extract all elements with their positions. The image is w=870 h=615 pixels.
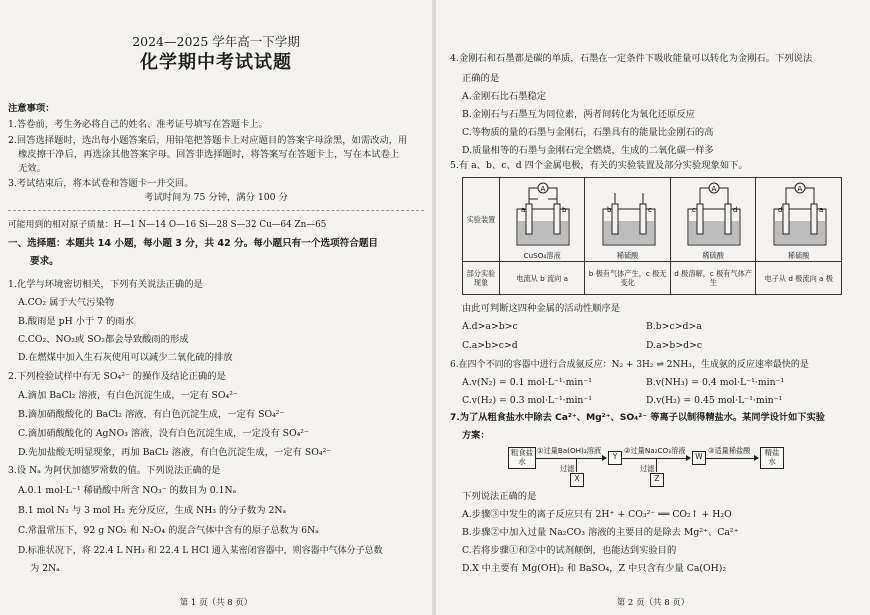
flow-step3-label: ③适量稀盐酸 (708, 446, 751, 455)
phenomena-cell: 电子从 d 极流向 a 极 (756, 262, 842, 295)
device-cell-1 (499, 178, 585, 262)
q2-option-c: C.滴加硝酸酸化的 AgNO₃ 溶液，没有白色沉淀生成，一定没有 SO₄²⁻ (18, 428, 309, 439)
flow-start-box: 粗食盐水 (508, 447, 536, 469)
q2-option-d: D.先加盐酸无明显现象，再加 BaCl₂ 溶液，有白色沉淀生成，一定有 SO₄²⁻ (18, 447, 332, 458)
q4-option-a: A.金刚石比石墨稳定 (462, 91, 547, 102)
q3-option-b: B.1 mol N₂ 与 3 mol H₂ 充分反应，生成 NH₃ 的分子数为 2Nₐ (18, 505, 287, 516)
svg-text:a: a (818, 206, 824, 214)
flow-arrow (706, 458, 758, 459)
q4-stem: 4.金刚石和石墨都是碳的单质，石墨在一定条件下吸收能量可以转化为金刚石。下列说法 (450, 53, 813, 64)
exam-time: 考试时间为 75 分钟，满分 100 分 (144, 192, 288, 203)
q7-option-d: D.X 中主要有 Mg(OH)₂ 和 BaSO₄，Z 中只含有少量 Ca(OH)₂ (462, 563, 727, 574)
q7-option-c: C.若将步骤①和②中的试剂颠倒，也能达到实验目的 (462, 545, 677, 556)
section-title-cont: 要求。 (30, 256, 59, 267)
beaker-diagram-2 (589, 179, 667, 259)
svg-text:d: d (777, 206, 783, 214)
flow-z-box: Z (650, 473, 664, 487)
divider (8, 210, 424, 211)
q5-option-a: A.d>a>b>c (462, 321, 518, 332)
q5-option-c: C.a>b>c>d (462, 340, 518, 351)
phenomena-row-label: 部分实验现象 (463, 262, 500, 295)
beaker-diagram-1 (503, 179, 581, 259)
flow-x-box: X (570, 473, 584, 487)
svg-text:a: a (521, 206, 526, 214)
exam-page-2 (436, 0, 870, 615)
solution-label: CuSO₄溶液 (523, 251, 561, 260)
solution-label: 稀硫酸 (616, 251, 639, 260)
q4-option-d: D.质量相等的石墨与金刚石完全燃烧，生成的二氧化碳一样多 (462, 145, 714, 156)
notice-line: 橡皮擦干净后，再选涂其他答案字母。回答非选择题时，将答案写在答题卡上，写在本试卷上 (18, 149, 400, 160)
q4-stem-cont: 正确的是 (462, 73, 500, 84)
beaker-diagram-3 (674, 179, 752, 259)
q6-option-c: C.v(H₂) = 0.3 mol·L⁻¹·min⁻¹ (462, 395, 593, 406)
svg-text:A: A (797, 185, 803, 193)
flow-end-box: 精盐水 (760, 447, 784, 469)
svg-text:b: b (606, 206, 612, 214)
flow-filter-line (576, 458, 577, 472)
q2-option-b: B.滴加硝酸酸化的 BaCl₂ 溶液，有白色沉淀生成，一定有 SO₄²⁻ (18, 409, 285, 420)
flow-w-box: W (692, 451, 706, 465)
flow-filter-label: 过滤 (640, 464, 655, 473)
q2-option-a: A.滴加 BaCl₂ 溶液，有白色沉淀生成，一定有 SO₄²⁻ (18, 390, 238, 401)
flow-arrow (536, 458, 606, 459)
flow-filter-label: 过滤 (560, 464, 575, 473)
q3-stem: 3.设 Nₐ 为阿伏加德罗常数的值。下列说法正确的是 (8, 465, 221, 476)
notice-line: 1.答卷前，考生务必将自己的姓名、准考证号填写在答题卡上。 (8, 119, 268, 130)
device-row-label: 实验装置 (463, 178, 500, 262)
q7-question: 下列说法正确的是 (462, 491, 537, 502)
q6-option-a: A.v(N₂) = 0.1 mol·L⁻¹·min⁻¹ (462, 377, 592, 388)
q1-stem: 1.化学与环境密切相关，下列有关说法正确的是 (8, 279, 203, 290)
q3-option-d: D.标准状况下，将 22.4 L NH₃ 和 22.4 L HCl 通入某密闭容器中，则容器中气体分子总数 (18, 546, 383, 556)
q7-option-a: A.步骤③中发生的离子反应只有 2H⁺ + CO₃²⁻ ══ CO₂↑ + H₂O (462, 509, 732, 520)
q6-stem: 6.在四个不同的容器中进行合成氨反应：N₂ + 3H₂ ⇌ 2NH₃，生成氨的反应速率最快的是 (450, 360, 809, 370)
svg-text:A: A (540, 185, 546, 193)
q3-option-c: C.常温常压下，92 g NO₂ 和 N₂O₄ 的混合气体中含有的原子总数为 6Nₐ (18, 525, 319, 536)
device-cell-4 (756, 178, 842, 262)
atomic-mass-line: 可能用到的相对原子质量：H—1 N—14 O—16 Si—28 S—32 Cu—64 Zn—65 (8, 220, 327, 230)
beaker-diagram-4 (760, 179, 838, 259)
q4-option-b: B.金刚石与石墨互为同位素，两者间转化为氧化还原反应 (462, 109, 695, 120)
q1-option-c: C.CO₂、NO₂或 SO₂都会导致酸雨的形成 (18, 334, 189, 345)
phenomena-cell: 电流从 b 流向 a (499, 262, 585, 295)
svg-text:b: b (562, 206, 567, 214)
q6-option-d: D.v(H₂) = 0.45 mol·L⁻¹·min⁻¹ (646, 395, 783, 406)
phenomena-cell: d 极溶解，c 极有气体产生 (670, 262, 756, 295)
page-footer: 第 2 页（共 8 页） (616, 598, 690, 608)
q5-stem: 5.有 a、b、c、d 四个金属电极，有关的实验装置及部分实验现象如下。 (450, 160, 748, 171)
flow-step2-label: ②过量Na₂CO₃溶液 (624, 446, 686, 455)
q4-option-c: C.等物质的量的石墨与金刚石，石墨具有的能量比金刚石的高 (462, 127, 714, 138)
svg-text:d: d (733, 206, 738, 214)
notice-line: 无效。 (18, 163, 46, 174)
solution-label: 稀硫酸 (787, 251, 810, 260)
q3-option-a: A.0.1 mol·L⁻¹ 稀硝酸中所含 NO₃⁻ 的数目为 0.1Nₐ (18, 485, 237, 496)
q7-stem: 7.为了从粗食盐水中除去 Ca²⁺、Mg²⁺、SO₄²⁻ 等离子以制得精盐水。某同学设计如下实验 (450, 412, 825, 423)
flow-filter-line (656, 458, 657, 472)
section-title: 一、选择题：本题共 14 小题，每小题 3 分，共 42 分。每小题只有一个选项符合题目 (8, 238, 379, 249)
device-cell-3 (670, 178, 756, 262)
q1-option-d: D.在燃煤中加入生石灰使用可以减少二氧化硫的排放 (18, 352, 233, 363)
flow-y-box: Y (608, 451, 622, 465)
page-footer: 第 1 页（共 8 页） (179, 598, 253, 608)
q3-option-d-cont: 为 2Nₐ (30, 563, 60, 574)
q5-option-b: B.b>c>d>a (646, 321, 702, 332)
year-line: 2024—2025 学年高一下学期 (132, 34, 300, 49)
flow-step1-label: ①过量Ba(OH)₂溶液 (537, 446, 602, 455)
q5-experiment-table (462, 177, 842, 295)
q1-option-b: B.酸雨是 pH 小于 7 的雨水 (18, 316, 134, 327)
device-cell-2 (585, 178, 671, 262)
exam-title: 化学期中考试试题 (140, 52, 292, 73)
q7-stem-cont: 方案： (462, 430, 490, 441)
svg-text:c: c (647, 206, 652, 214)
svg-text:A: A (711, 185, 717, 193)
exam-page-1 (0, 0, 432, 615)
notice-line: 2.回答选择题时，选出每小题答案后，用铅笔把答题卡上对应题目的答案字母涂黑，如需改动，用 (8, 135, 408, 146)
q5-conclusion: 由此可判断这四种金属的活动性顺序是 (462, 303, 621, 314)
q5-option-d: D.a>b>d>c (646, 340, 703, 351)
solution-label: 稀硫酸 (702, 251, 724, 260)
svg-text:c: c (692, 206, 697, 214)
q7-option-b: B.步骤②中加入过量 Na₂CO₃ 溶液的主要目的是除去 Mg²⁺、Ca²⁺ (462, 527, 739, 538)
notice-title: 注意事项： (8, 103, 55, 114)
q6-option-b: B.v(NH₃) = 0.4 mol·L⁻¹·min⁻¹ (646, 377, 785, 388)
notice-line: 3.考试结束后，将本试卷和答题卡一并交回。 (8, 178, 194, 189)
q1-option-a: A.CO₂ 属于大气污染物 (18, 297, 115, 308)
phenomena-cell: b 极有气体产生，c 极无变化 (585, 262, 671, 295)
q2-stem: 2.下列检验试样中有无 SO₄²⁻ 的操作及结论正确的是 (8, 371, 226, 382)
